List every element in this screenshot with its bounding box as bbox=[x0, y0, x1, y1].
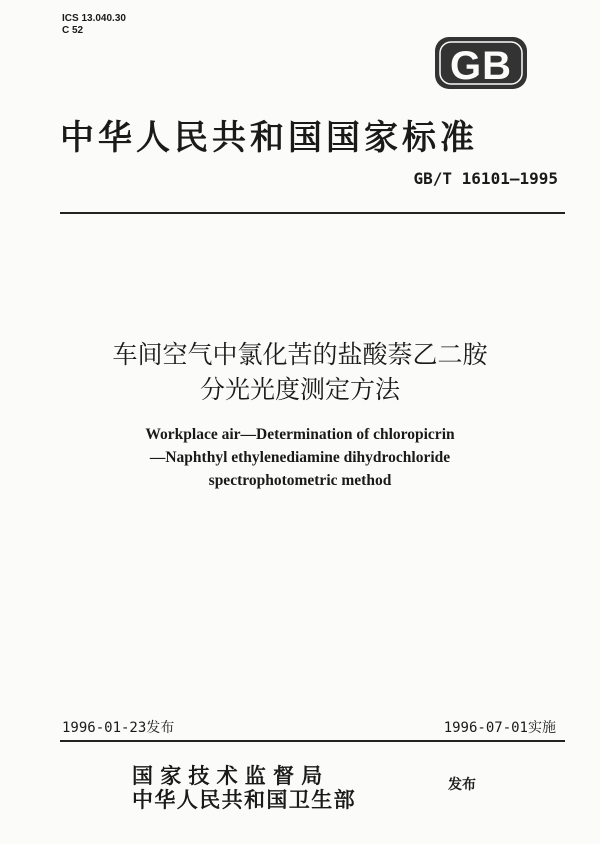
gb-logo bbox=[433, 35, 529, 91]
chinese-title-line-1: 车间空气中氯化苦的盐酸萘乙二胺 bbox=[112, 340, 488, 369]
implementation-date: 1996-07-01实施 bbox=[443, 720, 556, 736]
top-divider bbox=[60, 212, 565, 214]
english-title-line-3: spectrophotometric method bbox=[208, 472, 392, 489]
ics-code: ICS 13.040.30 bbox=[62, 13, 126, 24]
issuer-line-2: 中华人民共和国卫生部 bbox=[132, 788, 356, 812]
english-title-line-2: —Naphthyl ethylenediamine dihydrochloride bbox=[149, 449, 451, 466]
standard-code: GB/T 16101—1995 bbox=[413, 169, 558, 188]
bottom-divider bbox=[60, 740, 565, 742]
gb-logo-text: GB bbox=[450, 44, 512, 88]
standard-title: 中华人民共和国国家标准 bbox=[60, 118, 478, 158]
publish-label: 发布 bbox=[448, 777, 476, 793]
chinese-title-line-2: 分光光度测定方法 bbox=[199, 375, 400, 404]
english-title-line-1: Workplace air—Determination of chloropicrin bbox=[145, 426, 455, 443]
issue-date: 1996-01-23发布 bbox=[62, 720, 175, 736]
classification-codes bbox=[62, 13, 126, 37]
ccs-code: C 52 bbox=[62, 25, 84, 36]
issuer-line-1: 国家技术监督局 bbox=[132, 764, 330, 788]
